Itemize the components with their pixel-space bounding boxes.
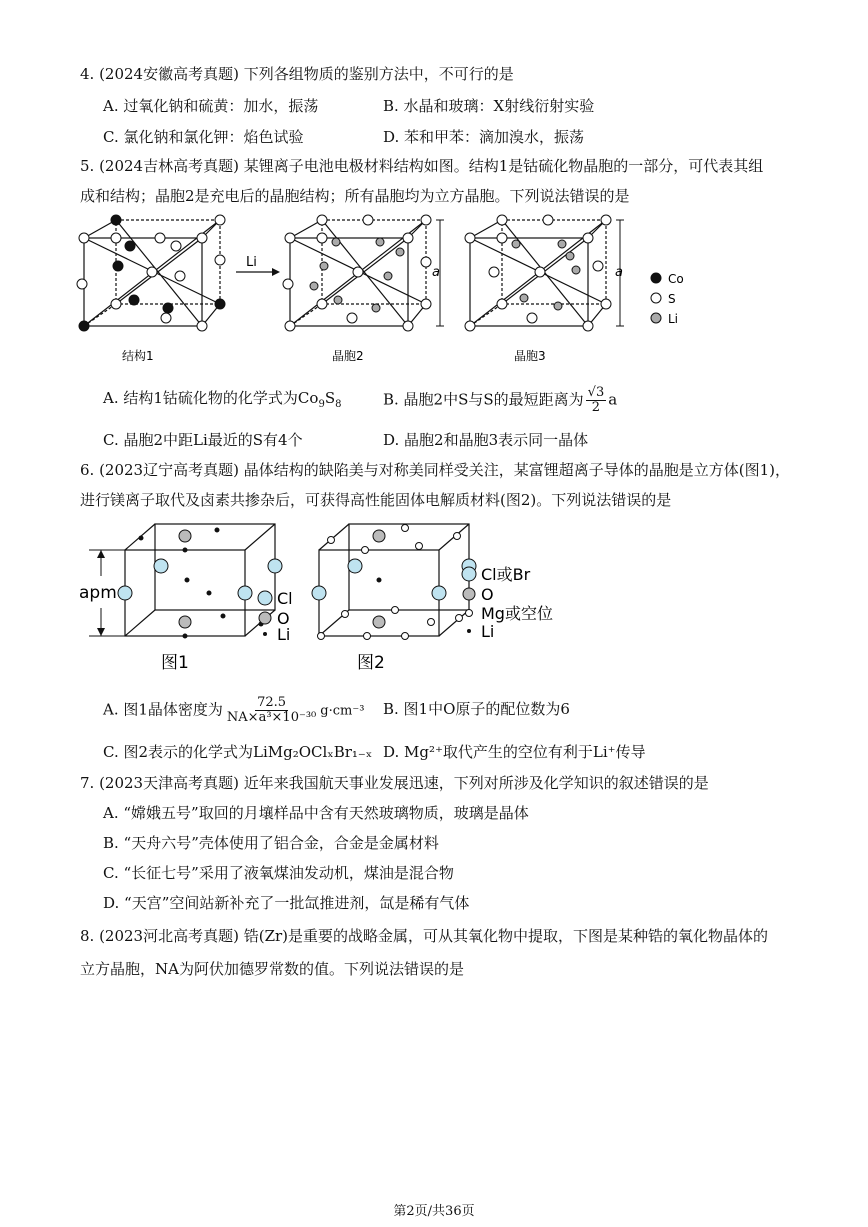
q6-option-c: C. 图2表示的化学式为LiMg₂OClₓBr₁₋ₓ (103, 743, 373, 761)
cell3-edge-label: a (615, 265, 623, 280)
caption-cell3: 晶胞3 (514, 349, 546, 363)
q5-option-a: A. 结构1钴硫化物的化学式为$Co_9S_8$ (103, 389, 342, 410)
fig2-legend-mg: Mg或空位 (481, 604, 553, 623)
q5-crystal-figure (70, 208, 710, 368)
fig1-legend-o: O (277, 609, 290, 628)
q6-option-a: A. 图1晶体密度为 $\frac{72.5}{\text{NA×a³×10⁻³⁰}}$ g·cm⁻³ (103, 695, 365, 725)
fig2-legend-clbr: Cl或Br (481, 565, 531, 584)
q7-option-a: A. “嫦娥五号”取回的月壤样品中含有天然玻璃物质，玻璃是晶体 (103, 804, 529, 822)
q7-option-d: D. “天宫”空间站新补充了一批氙推进剂，氙是稀有气体 (103, 894, 470, 912)
fig2-caption: 图2 (357, 653, 385, 673)
li-arrow-label: Li (246, 255, 257, 270)
fig1-caption: 图1 (161, 653, 189, 673)
legend-co: Co (668, 272, 684, 286)
q4-option-a: A. 过氧化钠和硫黄：加水，振荡 (103, 97, 319, 115)
fig2-legend-li: Li (481, 622, 495, 641)
legend-li: Li (668, 312, 679, 326)
q4-stem: 4. (2024安徽高考真题) 下列各组物质的鉴别方法中，不可行的是 (80, 65, 514, 83)
fig1-cube (125, 524, 275, 636)
q4-option-b: B. 水晶和玻璃：X射线衍射实验 (383, 97, 595, 115)
fig2-cube (319, 524, 469, 636)
cell2-edge-label: a (432, 265, 440, 280)
q8-stem-line2: 立方晶胞，NA为阿伏加德罗常数的值。下列说法错误的是 (80, 960, 464, 978)
q5-option-d: D. 晶胞2和晶胞3表示同一晶体 (383, 431, 589, 449)
q6-option-d: D. Mg²⁺取代产生的空位有利于Li⁺传导 (383, 743, 646, 761)
legend-s: S (668, 292, 676, 306)
q5-option-c: C. 晶胞2中距Li最近的S有4个 (103, 431, 303, 449)
q6-stem-line2: 进行镁离子取代及卤素共掺杂后，可获得高性能固体电解质材料(图2)。下列说法错误的是 (80, 491, 672, 509)
q6-option-b: B. 图1中O原子的配位数为6 (383, 700, 570, 718)
fig1-legend-cl: Cl (277, 589, 293, 608)
page-footer: 第2页/共36页 (393, 1204, 475, 1219)
q5-stem-line2: 成和结构；晶胞2是充电后的晶胞结构；所有晶胞均为立方晶胞。下列说法错误的是 (80, 187, 630, 205)
q6-stem-line1: 6. (2023辽宁高考真题) 晶体结构的缺陷美与对称美同样受关注，某富锂超离子导体的晶胞是立方体(图1)， (80, 461, 790, 479)
caption-cell2: 晶胞2 (332, 349, 364, 363)
q7-option-c: C. “长征七号”采用了液氧煤油发动机，煤油是混合物 (103, 864, 454, 882)
q4-option-d: D. 苯和甲苯：滴加溴水，振荡 (383, 128, 585, 146)
q5-option-b: B. 晶胞2中S与S的最短距离为 $\frac{√3}{2}$ a (383, 385, 618, 415)
dimension-label: apm (79, 583, 117, 603)
fig2-legend-o: O (481, 585, 494, 604)
fig2-legend (462, 565, 553, 641)
cell3-atoms (465, 215, 611, 331)
fig2-atoms (312, 525, 476, 640)
fig1-legend-li: Li (277, 625, 291, 644)
q7-option-b: B. “天舟六号”壳体使用了铝合金，合金是金属材料 (103, 834, 439, 852)
q4-option-c: C. 氯化钠和氯化钾：焰色试验 (103, 128, 304, 146)
caption-structure1: 结构1 (122, 349, 154, 363)
q8-stem-line1: 8. (2023河北高考真题) 锆(Zr)是重要的战略金属，可从其氧化物中提取，下图是某种锆的氧化物晶体的 (80, 927, 769, 945)
q7-stem: 7. (2023天津高考真题) 近年来我国航天事业发展迅速，下列对所涉及化学知识的叙述错误的是 (80, 774, 709, 792)
q5-stem-line1: 5. (2024吉林高考真题) 某锂离子电池电极材料结构如图。结构1是钴硫化物晶胞的一部分，可代表其组 (80, 157, 764, 175)
q6-crystal-figure (75, 518, 575, 678)
